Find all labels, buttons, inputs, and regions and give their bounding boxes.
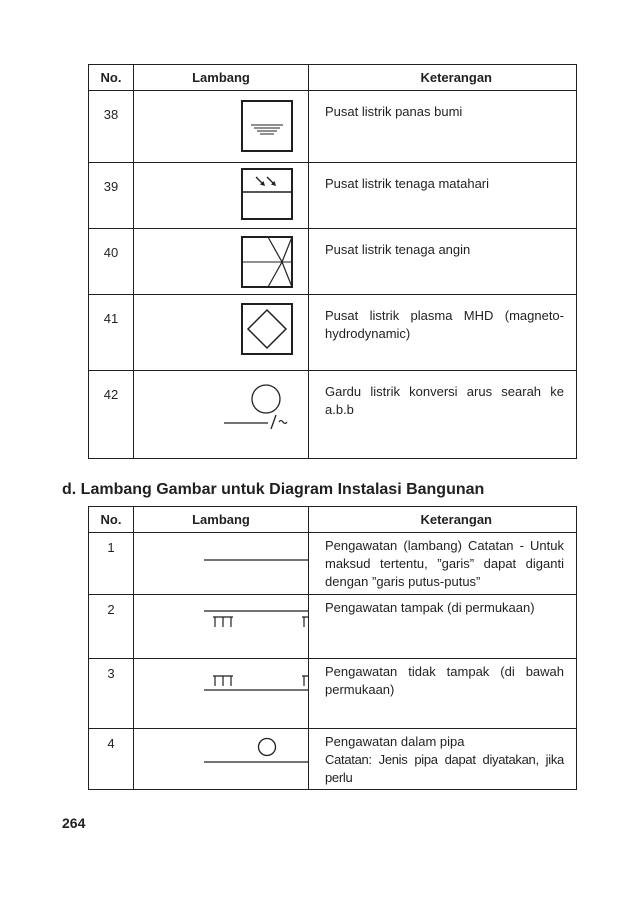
wind-plant-symbol-icon (134, 229, 309, 294)
row-symbol (134, 659, 309, 729)
table-row (89, 595, 577, 659)
row-symbol (134, 295, 309, 371)
table-row (89, 295, 577, 371)
row-description: Pengawatan tampak (di permukaan) (309, 595, 577, 659)
row-number: 42 (89, 371, 134, 459)
row-number: 3 (89, 659, 134, 729)
row-description: Gardu listrik konversi arus searah ke a.b.b (309, 371, 577, 459)
row-description: Pengawatan tidak tampak (di bawah permukaan) (309, 659, 577, 729)
row-symbol (134, 533, 309, 595)
row-description: Pusat listrik plasma MHD (magneto-hydrodynamic) (309, 295, 577, 371)
column-header-symbol: Lambang (134, 65, 309, 91)
row-description: Pengawatan (lambang) Catatan - Untuk maksud tertentu, ”garis” dapat diganti dengan ”garis putus-putus” (309, 533, 577, 595)
row-number: 39 (89, 163, 134, 229)
table-row (89, 371, 577, 459)
table-header-row (89, 507, 577, 533)
section-heading: d. Lambang Gambar untuk Diagram Instalasi Bangunan (62, 481, 485, 498)
row-symbol (134, 229, 309, 295)
table-row (89, 229, 577, 295)
page-number: 264 (62, 815, 86, 831)
description-main: Pengawatan dalam pipa (325, 734, 465, 749)
table-row (89, 533, 577, 595)
row-description: Pusat listrik panas bumi (309, 91, 577, 163)
row-description (309, 729, 577, 790)
column-header-no: No. (89, 507, 134, 533)
row-number: 41 (89, 295, 134, 371)
symbol-table-building-installation (88, 506, 577, 790)
mhd-plasma-plant-symbol-icon (134, 295, 309, 370)
description-note: Catatan: Jenis pipa dapat diyatakan, jika perlu (325, 752, 564, 785)
row-description: Pusat listrik tenaga matahari (309, 163, 577, 229)
column-header-description: Keterangan (309, 507, 577, 533)
row-description: Pusat listrik tenaga angin (309, 229, 577, 295)
solar-plant-symbol-icon (134, 163, 309, 228)
geothermal-plant-symbol-icon (134, 91, 309, 162)
table-header-row (89, 65, 577, 91)
row-symbol (134, 729, 309, 790)
row-number: 38 (89, 91, 134, 163)
surface-wiring-symbol-icon (134, 595, 309, 658)
row-number: 2 (89, 595, 134, 659)
column-header-description: Keterangan (309, 65, 577, 91)
row-symbol (134, 91, 309, 163)
column-header-no: No. (89, 65, 134, 91)
concealed-wiring-symbol-icon (134, 659, 309, 728)
row-number: 4 (89, 729, 134, 790)
row-symbol (134, 595, 309, 659)
column-header-symbol: Lambang (134, 507, 309, 533)
row-number: 1 (89, 533, 134, 595)
conduit-wiring-symbol-icon (134, 729, 309, 780)
table-row (89, 659, 577, 729)
dc-ac-converter-substation-symbol-icon (134, 371, 309, 458)
row-symbol (134, 371, 309, 459)
row-number: 40 (89, 229, 134, 295)
symbol-table-power-plants (88, 64, 577, 459)
row-symbol (134, 163, 309, 229)
wiring-line-symbol-icon (134, 533, 309, 594)
table-row (89, 729, 577, 790)
table-row (89, 91, 577, 163)
table-row (89, 163, 577, 229)
